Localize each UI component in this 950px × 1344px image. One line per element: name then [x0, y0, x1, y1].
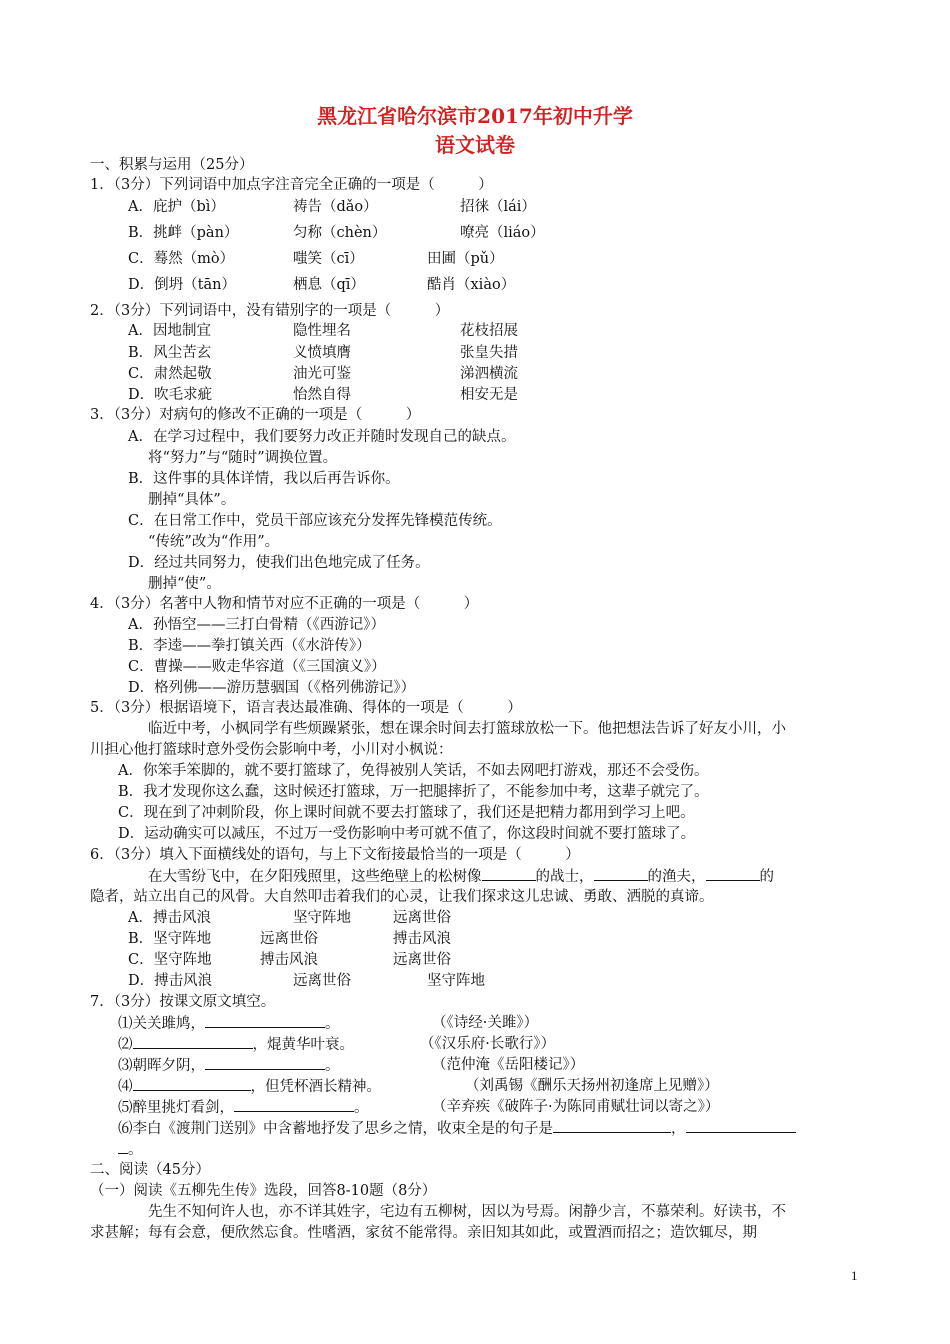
- q7-item-6-blank-2-end[interactable]: [118, 1139, 128, 1154]
- q7-item-2-source: （《汉乐府·长歌行》）: [420, 1036, 556, 1052]
- q3-stem: 3．（3分）对病句的修改不正确的一项是（ ）: [90, 407, 421, 423]
- q7-item-3-text: ⑶朝晖夕阴，: [118, 1058, 205, 1074]
- q4-option-d: D．格列佛——游历慧骃国（《格列佛游记》）: [128, 680, 416, 696]
- q5-option-d: D．运动确实可以减压，不过万一受伤影响中考可就不值了，你这段时间就不要打篮球了。: [118, 826, 696, 842]
- q7-item-6-continuation: [118, 1139, 143, 1160]
- q5-stem: 5．（3分）根据语境下，语言表达最准确、得体的一项是（ ）: [90, 700, 522, 716]
- q7-item-2: [118, 1034, 354, 1055]
- section-heading-part1: 一、积累与运用（25分）: [90, 157, 254, 173]
- q2-option-d-1: D．吹毛求疵: [128, 387, 213, 403]
- q3-option-a: A．在学习过程中，我们要努力改正并随时发现自己的缺点。: [128, 429, 516, 445]
- q7-item-2-blank[interactable]: [133, 1034, 253, 1049]
- q6-option-a-2: 坚守阵地: [293, 910, 351, 926]
- q7-item-3-end: 。: [325, 1058, 340, 1074]
- q3-option-a-fix: 将“努力”与“随时”调换位置。: [148, 450, 338, 466]
- q6-blank-2[interactable]: [594, 866, 648, 881]
- q7-item-3-source: （范仲淹《岳阳楼记》）: [432, 1057, 585, 1073]
- q6-option-d-1: D．搏击风浪: [128, 973, 213, 989]
- q7-stem: 7．（3分）按课文原文填空。: [90, 994, 276, 1010]
- q7-item-5-blank[interactable]: [234, 1097, 354, 1112]
- q2-stem: 2．（3分）下列词语中，没有错别字的一项是（ ）: [90, 303, 450, 319]
- q7-item-4-source: （刘禹锡《酬乐天扬州初逢席上见赠》）: [465, 1078, 719, 1094]
- q6-blank-3[interactable]: [706, 866, 760, 881]
- page-number: 1: [851, 1268, 858, 1283]
- q7-item-5-source: （辛弃疾《破阵子·为陈同甫赋壮词以寄之》）: [432, 1099, 720, 1115]
- q5-option-c: C．现在到了冲刺阶段，你上课时间就不要去打篮球了，我们还是把精力都用到学习上吧。: [118, 805, 695, 821]
- q7-item-6-comma: ，: [671, 1121, 686, 1137]
- q1-option-a-3: 招徕（lái）: [460, 199, 536, 215]
- q2-option-b-2: 义愤填膺: [293, 345, 351, 361]
- q7-item-3: [118, 1055, 340, 1076]
- q2-option-a-3: 花枝招展: [460, 323, 518, 339]
- q7-item-6: [118, 1118, 796, 1139]
- q1-option-d-3: 酷肖（xiào）: [427, 277, 516, 293]
- q7-item-1: [118, 1013, 340, 1034]
- q1-option-d-1: D．倒坍（tān）: [128, 277, 236, 293]
- reading-passage-line2: 求甚解；每有会意，便欣然忘食。性嗜酒，家贫不能常得。亲旧知其如此，或置酒而招之；造饮辄尽，期: [90, 1225, 757, 1241]
- q2-option-b-1: B．风尘苦玄: [128, 345, 212, 361]
- q4-stem: 4．（3分）名著中人物和情节对应不正确的一项是（ ）: [90, 596, 479, 612]
- q7-item-2-end: ，焜黄华叶衰。: [252, 1037, 354, 1053]
- q1-option-c-1: C．蓦然（mò）: [128, 251, 235, 267]
- q2-option-c-3: 涕泗横流: [460, 366, 518, 382]
- q6-option-a-1: A．搏击风浪: [128, 910, 211, 926]
- q7-item-3-blank[interactable]: [205, 1055, 325, 1070]
- q6-context-line1: [148, 866, 774, 887]
- q2-option-c-1: C．肃然起敬: [128, 366, 212, 382]
- q6-option-c-2: 搏击风浪: [260, 952, 318, 968]
- q6-option-b-3: 搏击风浪: [393, 931, 451, 947]
- q7-item-4-text: ⑷: [118, 1079, 133, 1095]
- q6-option-c-3: 远离世俗: [393, 952, 451, 968]
- q7-item-2-text: ⑵: [118, 1037, 133, 1053]
- q1-option-b-1: B．挑衅（pàn）: [128, 225, 239, 241]
- exam-title-line1: 黑龙江省哈尔滨市2017年初中升学: [317, 104, 633, 128]
- q6-option-a-3: 远离世俗: [393, 910, 451, 926]
- q6-option-b-2: 远离世俗: [260, 931, 318, 947]
- q7-item-5-text: ⑸醉里挑灯看剑，: [118, 1100, 234, 1116]
- q7-item-6-blank-2[interactable]: [686, 1118, 796, 1133]
- q7-item-6-text: ⑹李白《渡荆门送别》中含蓄地抒发了思乡之情，收束全是的句子是: [118, 1121, 553, 1137]
- q1-option-c-2: 嗤笑（cī）: [293, 251, 364, 267]
- q3-option-d: D．经过共同努力，使我们出色地完成了任务。: [128, 555, 430, 571]
- q7-item-6-end: 。: [128, 1142, 143, 1158]
- reading-passage-line1: 先生不知何许人也，亦不详其姓字，宅边有五柳树，因以为号焉。闲静少言，不慕荣利。好读书，不: [148, 1204, 786, 1220]
- q7-item-1-source: （《诗经·关雎》）: [432, 1015, 539, 1031]
- q1-option-b-3: 嘹亮（liáo）: [460, 225, 545, 241]
- q2-option-a-2: 隐性埋名: [293, 323, 351, 339]
- q1-option-a-2: 祷告（dǎo）: [293, 199, 378, 215]
- q6-context-line2: 隐者，站立出自己的风骨。大自然叩击着我们的心灵，让我们探求这儿忠诚、勇敢、洒脱的真谛。: [90, 889, 714, 905]
- exam-title-line2: 语文试卷: [435, 133, 515, 157]
- q2-option-b-3: 张皇失措: [460, 345, 518, 361]
- q7-item-1-text: ⑴关关雎鸠，: [118, 1016, 205, 1032]
- q5-option-b: B．我才发现你这么蠢，这时候还打篮球，万一把腿摔折了，不能参加中考，这辈子就完了。: [118, 784, 709, 800]
- section-heading-part2: 二、阅读（45分）: [90, 1162, 210, 1178]
- q3-option-d-fix: 删掉“使”。: [148, 576, 221, 592]
- q4-option-c: C．曹操——败走华容道（《三国演义》）: [128, 659, 386, 675]
- q1-option-a-1: A．庇护（bì）: [128, 199, 225, 215]
- q6-context-part4: 的: [759, 869, 774, 885]
- q7-item-6-blank-1[interactable]: [553, 1118, 671, 1133]
- q1-stem: 1．（3分）下列词语中加点字注音完全正确的一项是（ ）: [90, 177, 493, 193]
- q3-option-c-fix: “传统”改为“作用”。: [148, 534, 280, 550]
- q2-option-a-1: A．因地制宜: [128, 323, 211, 339]
- q6-context-part3: 的渔夫，: [647, 869, 706, 885]
- q2-option-d-2: 怡然自得: [293, 387, 351, 403]
- q5-option-a: A．你笨手笨脚的，就不要打篮球了，免得被别人笑话，不如去网吧打游戏，那还不会受伤。: [118, 763, 709, 779]
- q2-option-d-3: 相安无是: [460, 387, 518, 403]
- q7-item-1-blank[interactable]: [205, 1013, 325, 1028]
- q4-option-b: B．李逵——拳打镇关西（《水浒传》）: [128, 638, 371, 654]
- q6-option-d-3: 坚守阵地: [427, 973, 485, 989]
- q4-option-a: A．孙悟空——三打白骨精（《西游记》）: [128, 617, 385, 633]
- q6-stem: 6．（3分）填入下面横线处的语句，与上下文衔接最恰当的一项是（ ）: [90, 847, 580, 863]
- q7-item-5: [118, 1097, 369, 1118]
- q5-context-line1: 临近中考，小枫同学有些烦躁紧张，想在课余时间去打篮球放松一下。他把想法告诉了好友小川，小: [148, 721, 786, 737]
- q7-item-1-end: 。: [325, 1016, 340, 1032]
- q6-option-d-2: 远离世俗: [293, 973, 351, 989]
- q2-option-c-2: 油光可鉴: [293, 366, 351, 382]
- q7-item-4-blank[interactable]: [133, 1076, 251, 1091]
- q6-context-part1: 在大雪纷飞中，在夕阳残照里，这些绝壁上的松树像: [148, 869, 482, 885]
- q6-option-b-1: B．坚守阵地: [128, 931, 212, 947]
- q3-option-b: B．这件事的具体详情，我以后再告诉你。: [128, 471, 400, 487]
- q5-context-line2: 川担心他打篮球时意外受伤会影响中考，小川对小枫说：: [90, 742, 453, 758]
- q1-option-c-3: 田圃（pǔ）: [427, 251, 504, 267]
- reading-subsection-1: （一）阅读《五柳先生传》选段，回答8-10题（8分）: [90, 1183, 437, 1199]
- q3-option-b-fix: 删掉“具体”。: [148, 492, 236, 508]
- q1-option-d-2: 栖息（qī）: [293, 277, 365, 293]
- q3-option-c: C．在日常工作中，党员干部应该充分发挥先锋模范传统。: [128, 513, 502, 529]
- q1-option-b-2: 匀称（chèn）: [293, 225, 387, 241]
- q6-context-part2: 的战士，: [535, 869, 594, 885]
- q7-item-5-end: 。: [354, 1100, 369, 1116]
- q7-item-4: [118, 1076, 381, 1097]
- q6-option-c-1: C．坚守阵地: [128, 952, 212, 968]
- q6-blank-1[interactable]: [482, 866, 536, 881]
- q7-item-4-end: ，但凭杯酒长精神。: [250, 1079, 381, 1095]
